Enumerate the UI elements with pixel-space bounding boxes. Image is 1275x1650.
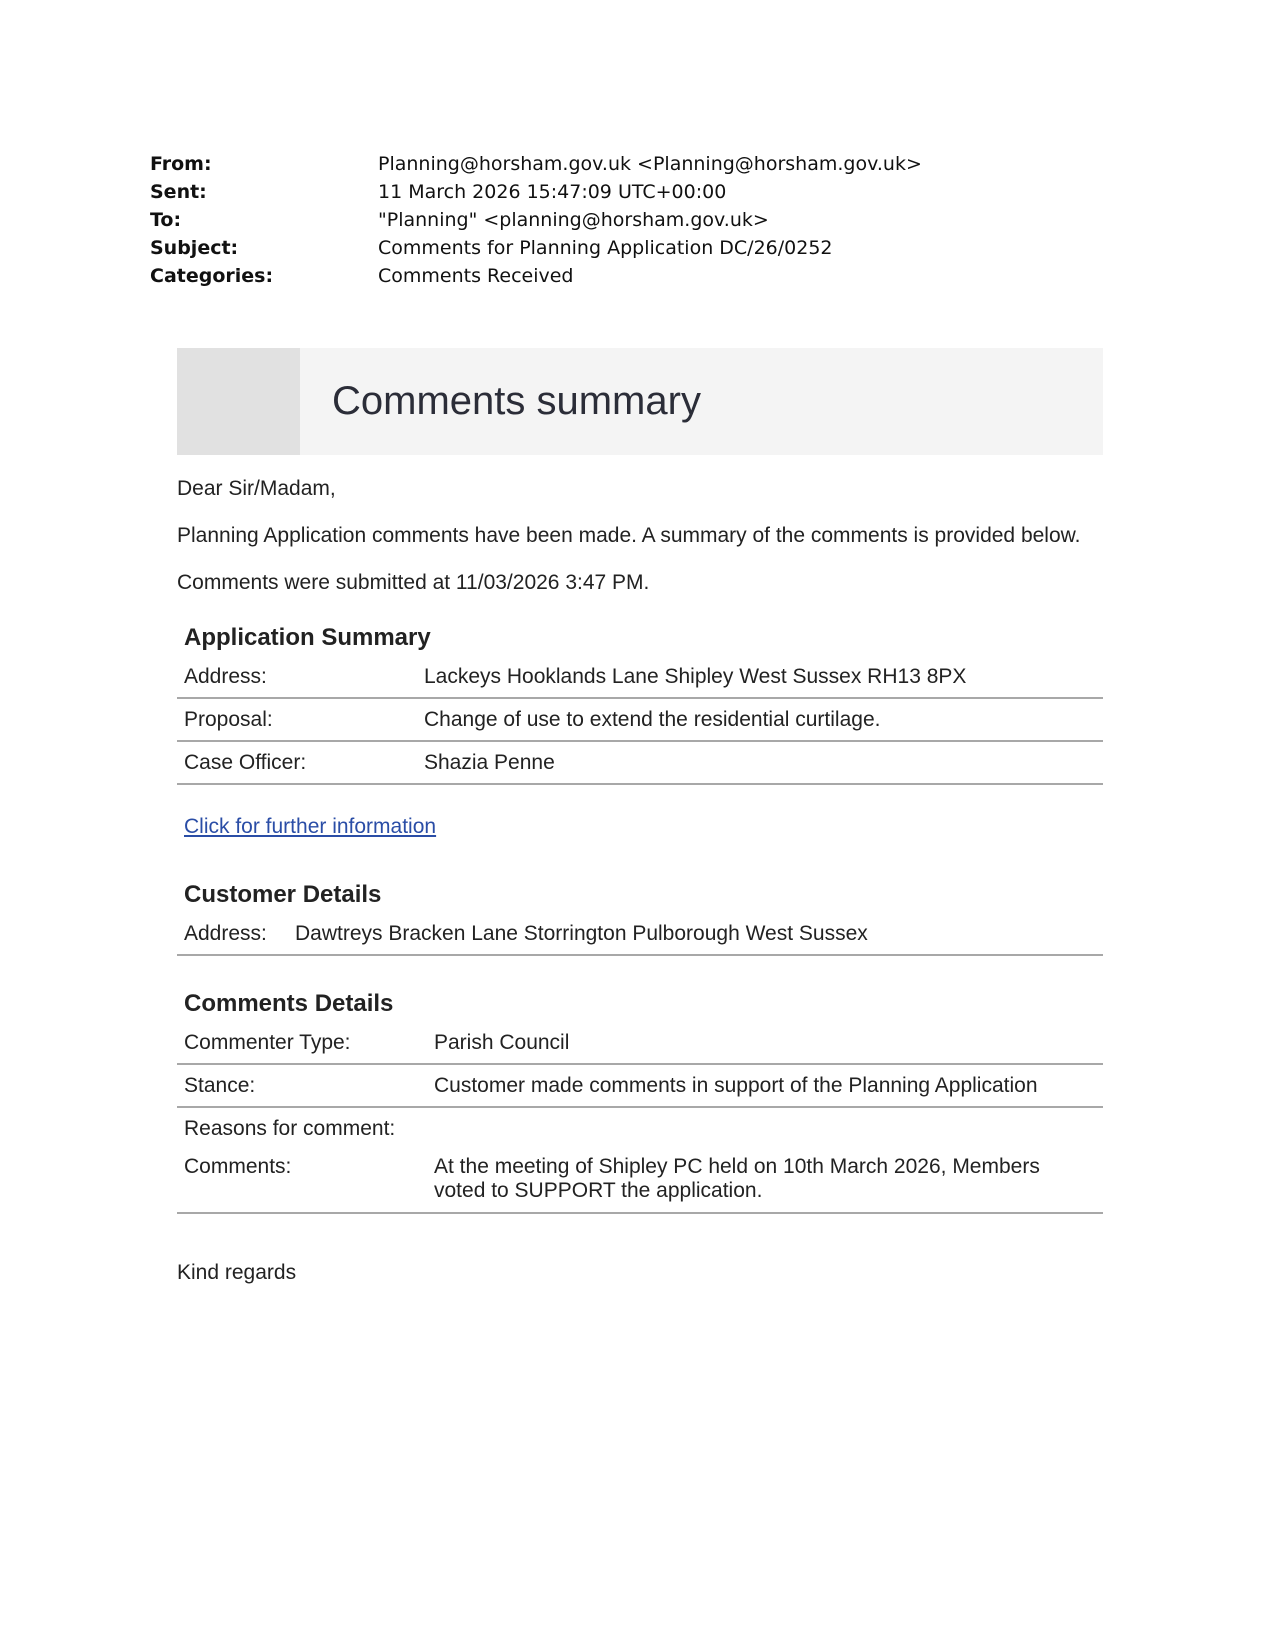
application-summary-title: Application Summary (184, 624, 431, 651)
table-row (177, 1022, 1103, 1064)
subject-label: Subject: (150, 237, 239, 259)
categories-label: Categories: (150, 265, 274, 287)
proposal-label: Proposal: (177, 698, 417, 741)
to-label: To: (150, 209, 182, 231)
customer-details-title: Customer Details (184, 881, 382, 908)
sent-label: Sent: (150, 181, 207, 203)
banner-logo-placeholder (177, 348, 300, 455)
comments-details-title: Comments Details (184, 990, 394, 1017)
submitted-text: Comments were submitted at 11/03/2026 3:47 PM. (177, 571, 650, 594)
header-to-row (150, 206, 1050, 234)
further-information-link[interactable]: Click for further information (184, 815, 437, 838)
comments-label: Comments: (177, 1149, 427, 1213)
closing-text: Kind regards (177, 1261, 297, 1284)
to-value: "Planning" <planning@horsham.gov.uk> (378, 209, 769, 231)
case-officer-value: Shazia Penne (417, 741, 1103, 784)
summary-banner (177, 348, 1103, 455)
table-row (177, 1107, 1103, 1149)
header-sent-row (150, 178, 1050, 206)
customer-address-value: Dawtreys Bracken Lane Storrington Pulborough West Sussex (288, 913, 1103, 955)
subject-value: Comments for Planning Application DC/26/0252 (378, 237, 833, 259)
from-label: From: (150, 153, 212, 175)
application-summary-table (177, 656, 1103, 785)
commenter-type-value: Parish Council (427, 1022, 1103, 1064)
further-info-wrap (177, 815, 1103, 839)
sent-value: 11 March 2026 15:47:09 UTC+00:00 (378, 181, 727, 203)
table-row (177, 698, 1103, 741)
table-row (177, 1064, 1103, 1107)
customer-address-label: Address: (177, 913, 288, 955)
address-label: Address: (177, 656, 417, 698)
address-value: Lackeys Hooklands Lane Shipley West Sussex RH13 8PX (417, 656, 1103, 698)
table-row (177, 913, 1103, 955)
email-body (177, 348, 1103, 1286)
comments-value: At the meeting of Shipley PC held on 10th March 2026, Members voted to SUPPORT the application. (427, 1149, 1103, 1213)
banner-title: Comments summary (332, 379, 701, 423)
intro-text: Planning Application comments have been made. A summary of the comments is provided below. (177, 524, 1081, 547)
header-categories-row (150, 262, 1050, 290)
reasons-label: Reasons for comment: (184, 1117, 396, 1140)
greeting: Dear Sir/Madam, (177, 477, 336, 500)
categories-value: Comments Received (378, 265, 574, 287)
commenter-type-label: Commenter Type: (177, 1022, 427, 1064)
header-subject-row (150, 234, 1050, 262)
proposal-value: Change of use to extend the residential curtilage. (417, 698, 1103, 741)
from-value: Planning@horsham.gov.uk <Planning@horsham.gov.uk> (378, 153, 922, 175)
customer-details-table (177, 913, 1103, 956)
stance-value: Customer made comments in support of the Planning Application (427, 1064, 1103, 1107)
header-from-row (150, 150, 1050, 178)
email-header (150, 150, 1050, 290)
stance-label: Stance: (177, 1064, 427, 1107)
table-row (177, 741, 1103, 784)
table-row (177, 656, 1103, 698)
table-row (177, 1149, 1103, 1213)
case-officer-label: Case Officer: (177, 741, 417, 784)
reasons-value (427, 1107, 1103, 1149)
comments-details-table (177, 1022, 1103, 1214)
